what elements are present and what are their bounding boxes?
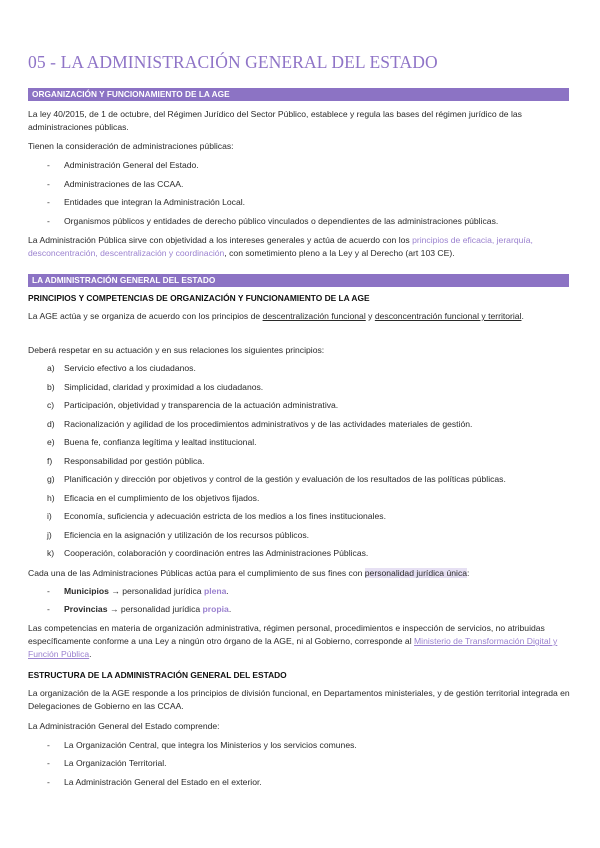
paragraph-principios-admin: La Administración Pública sirve con objetividad a los intereses generales y actúa de acuerdo con los principios de eficacia, jerarquía, desconcentración, descentralización y coordinación, con sometimiento pleno a la Ley y al Derecho (art 103 CE). [28,235,533,258]
section-header-organizacion: ORGANIZACIÓN Y FUNCIONAMIENTO DE LA AGE [28,88,569,101]
paragraph-comprende: La Administración General del Estado comprende: [28,721,220,731]
paragraph-age-organiza: La AGE actúa y se organiza de acuerdo con los principios de descentralización funcional y desconcentración funcional y territorial. [28,311,524,321]
paragraph-respetar: Deberá respetar en su actuación y en sus relaciones los siguientes principios: [28,345,325,355]
paragraph-competencias: Las competencias en materia de organización administrativa, régimen personal, procedimientos e inspección de servicios, no atribuidas específicamente conforme a una Ley a ningún otro órgano de la AGE, ni al Gobierno, corresponde al Ministerio de Transformación Digital y Función Pública. [28,623,558,659]
document-page: 05 - LA ADMINISTRACIÓN GENERAL DEL ESTADO ORGANIZACIÓN Y FUNCIONAMIENTO DE LA AGE La ley 40/2015, de 1 de octubre, del Régimen Jurídico del Sector Público, establece y regula las bases del régimen jurídico de las administraciones públicas. Tienen la consideración de administraciones públicas: - Administración General del Estado. - Administraciones de las CCAA. - Entidades que integran la Administración Local. - Organismos públicos y entidades de derecho público vinculados o dependientes de las administraciones públicas. La Administración Pública sirve con objetividad a los intereses generales y actúa de acuerdo con los principios de eficacia, jerarquía, desconcentración, descentralización y coordinación, con sometimiento pleno a la Ley y al Derecho (art 103 CE). LA ADMINISTRACIÓN GENERAL DEL ESTADO PRINCIPIOS Y COMPETENCIAS DE ORGANIZACIÓN Y FUNCIONAMIENTO DE LA AGE La AGE actúa y se organiza de acuerdo con los principios de descentralización funcional y desconcentración funcional y territorial. Deberá respetar en su actuación y en sus relaciones los siguientes principios: a) Servicio efectivo a los ciudadanos. b) Simplicidad, claridad y proximidad a los ciudadanos. c) Participación, objetividad y transparencia de la actuación administrativa. d) Racionalización y agilidad de los procedimientos administrativos y de las actividades materiales de gestión. e) Buena fe, confianza legítima y lealtad institucional. f) Responsabilidad por gestión pública. g) Planificación y dirección por objetivos y control de la gestión y evaluación de los resultados de las políticas públicas. h) Eficacia en el cumplimiento de los objetivos fijados. i) Economía, suficiencia y adecuación estricta de los medios a los fines institucionales. j) Eficiencia en la asignación y utilización de los recursos públicos. k) Cooperación, colaboración y coordinación entres las Administraciones Públicas. Cada una de las Administraciones Públicas actúa para el cumplimiento de sus fines con personalidad jurídica única: - Municipios → personalidad jurídica plena. - Provincias → personalidad jurídica propia. Las competencias en materia de organización administrativa, régimen personal, procedimientos e inspección de servicios, no atribuidas específicamente conforme a una Ley a ningún otro órgano de la AGE, ni al Gobierno, corresponde al Ministerio de Transformación Digital y Función Pública. ESTRUCTURA DE LA ADMINISTRACIÓN GENERAL DEL ESTADO La organización de la AGE responde a los principios de división funcional, en Departamentos ministeriales, y de gestión territorial integrada en Delegaciones de Gobierno en las CCAA. La Administración General del Estado comprende: - La Organización Central, que integra los Ministerios y los servicios comunes. - La Organización Territorial. - La Administración General del Estado en el exterior. [28,52,570,787]
section-header-age: LA ADMINISTRACIÓN GENERAL DEL ESTADO [28,274,569,287]
page-title: 05 - LA ADMINISTRACIÓN GENERAL DEL ESTADO [28,52,438,72]
paragraph-personalidad: Cada una de las Administraciones Públicas actúa para el cumplimiento de sus fines con personalidad jurídica única: [28,568,470,578]
subheading-principios: PRINCIPIOS Y COMPETENCIAS DE ORGANIZACIÓN Y FUNCIONAMIENTO DE LA AGE [28,293,370,303]
paragraph-organizacion-age: La organización de la AGE responde a los principios de división funcional, en Departamentos ministeriales, y de gestión territorial integrada en Delegaciones de Gobierno en las CCAA. [28,688,570,711]
paragraph-consideracion: Tienen la consideración de administraciones públicas: [28,141,234,151]
ministerio-link[interactable]: Ministerio de Transformación Digital y Función Pública [28,636,558,659]
principios-highlight: principios de eficacia, jerarquía, desconcentración, descentralización y coordinación [28,235,533,258]
paragraph-ley: La ley 40/2015, de 1 de octubre, del Régimen Jurídico del Sector Público, establece y regula las bases del régimen jurídico de las administraciones públicas. [28,109,522,132]
subheading-estructura: ESTRUCTURA DE LA ADMINISTRACIÓN GENERAL DEL ESTADO [28,670,287,680]
personalidad-highlight: personalidad jurídica única [364,568,468,578]
